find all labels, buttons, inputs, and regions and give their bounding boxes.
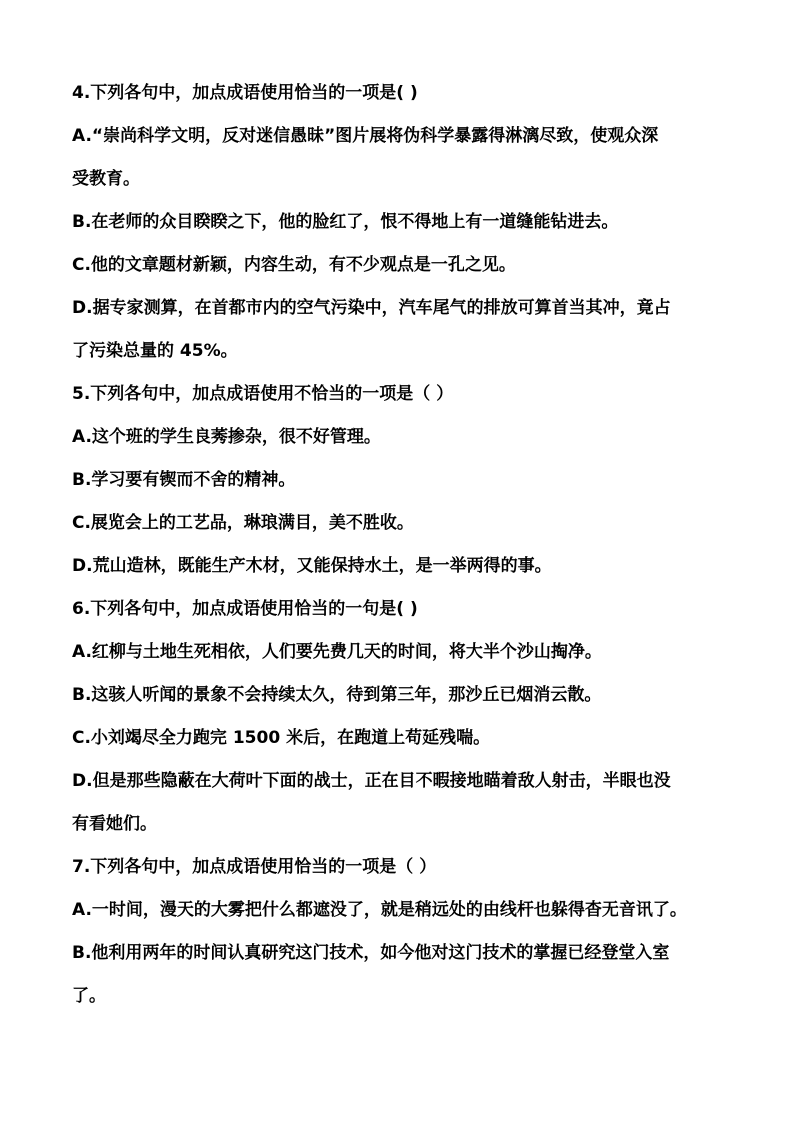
question-5-option-b: B.学习要有锲而不舍的精神。 xyxy=(72,470,296,490)
question-4-option-a-continued: 受教育。 xyxy=(72,169,140,189)
document-content xyxy=(72,72,727,1018)
question-5-title: 5.下列各句中，加点成语使用不恰当的一项是（ ） xyxy=(72,384,454,404)
question-5-option-a: A.这个班的学生良莠掺杂，很不好管理。 xyxy=(72,427,381,447)
question-4-option-d: D.据专家测算，在首都市内的空气污染中，汽车尾气的排放可算首当其冲，竟占 xyxy=(72,298,671,318)
question-4-option-d-continued: 了污染总量的 45%。 xyxy=(72,341,238,361)
question-6-option-d-continued: 有看她们。 xyxy=(72,814,157,834)
question-4-title: 4.下列各句中，加点成语使用恰当的一项是( ) xyxy=(72,83,418,103)
question-6-option-a: A.红柳与土地生死相依，人们要先费几天的时间，将大半个沙山掏净。 xyxy=(72,642,602,662)
question-6-title: 6.下列各句中，加点成语使用恰当的一句是( ) xyxy=(72,599,418,619)
question-7-title: 7.下列各句中，加点成语使用恰当的一项是（ ） xyxy=(72,857,437,877)
question-4-option-b: B.在老师的众目睽睽之下，他的脸红了，恨不得地上有一道缝能钻进去。 xyxy=(72,212,619,232)
question-7-option-a: A.一时间，漫天的大雾把什么都遮没了，就是稍远处的由线杆也躲得杳无音讯了。 xyxy=(72,900,687,920)
question-6-option-b: B.这骇人听闻的景象不会持续太久，待到第三年，那沙丘已烟消云散。 xyxy=(72,685,602,705)
question-5-option-d: D.荒山造林，既能生产木材，又能保持水土，是一举两得的事。 xyxy=(72,556,552,576)
question-7-option-b-continued: 了。 xyxy=(72,986,106,1006)
question-5-option-c: C.展览会上的工艺品，琳琅满目，美不胜收。 xyxy=(72,513,414,533)
question-7-option-b: B.他利用两年的时间认真研究这门技术，如今他对这门技术的掌握已经登堂入室 xyxy=(72,943,670,963)
question-4-option-c: C.他的文章题材新颖，内容生动，有不少观点是一孔之见。 xyxy=(72,255,516,275)
question-6-option-d: D.但是那些隐蔽在大荷叶下面的战士，正在目不暇接地瞄着敌人射击，半眼也没 xyxy=(72,771,671,791)
question-6-option-c: C.小刘竭尽全力跑完 1500 米后，在跑道上苟延残喘。 xyxy=(72,728,491,748)
question-4-option-a: A.“崇尚科学文明，反对迷信愚昧”图片展将伪科学暴露得淋漓尽致，使观众深 xyxy=(72,126,659,146)
